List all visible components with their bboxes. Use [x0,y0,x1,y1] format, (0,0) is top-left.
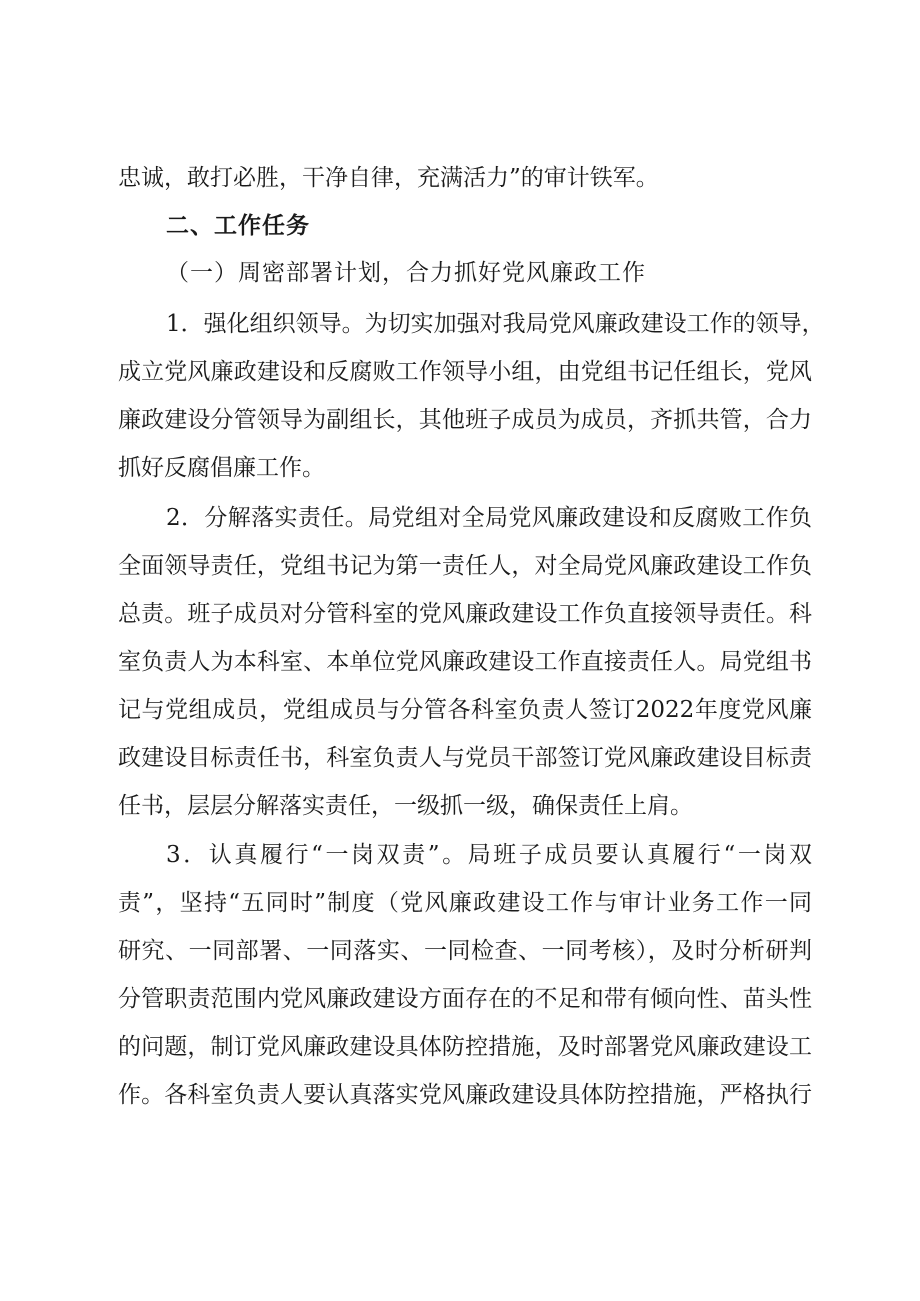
item2-line: 政建设目标责任书，科室负责人与党员干部签订党风廉政建设目标责 [118,745,812,771]
item3-line: 的问题，制订党风廉政建设具体防控措施，及时部署党风廉政建设工 [118,1034,812,1060]
item2-line: 2．分解落实责任。局党组对全局党风廉政建设和反腐败工作负 [166,505,812,531]
item1-line: 廉政建设分管领导为副组长，其他班子成员为成员，齐抓共管，合力 [118,407,812,433]
item1-line: 抓好反腐倡廉工作。 [118,455,325,481]
item3-line: 作。各科室负责人要认真落实党风廉政建设具体防控措施，严格执行 [118,1082,812,1108]
opening-line: 忠诚，敢打必胜，干净自律，充满活力”的审计铁军。 [118,165,659,191]
item3-line: 分管职责范围内党风廉政建设方面存在的不足和带有倾向性、苗头性 [118,986,812,1012]
subsection-heading: （一）周密部署计划，合力抓好党风廉政工作 [166,260,646,286]
item3-line: 3．认真履行“一岗双责”。局班子成员要认真履行“一岗双 [166,842,812,868]
item2-line: 记与党组成员，党组成员与分管各科室负责人签订2022年度党风廉 [118,697,812,723]
item3-line: 责”，坚持“五同时”制度（党风廉政建设工作与审计业务工作一同 [118,890,812,916]
item1-line: 1．强化组织领导。为切实加强对我局党风廉政建设工作的领导， [166,311,825,337]
item2-line: 室负责人为本科室、本单位党风廉政建设工作直接责任人。局党组书 [118,649,812,675]
item2-line: 任书，层层分解落实责任，一级抓一级，确保责任上肩。 [118,793,693,819]
item2-line: 总责。班子成员对分管科室的党风廉政建设工作负直接领导责任。科 [118,601,812,627]
section-heading: 二、工作任务 [166,213,310,239]
item1-line: 成立党风廉政建设和反腐败工作领导小组，由党组书记任组长，党风 [118,359,812,385]
item3-line: 研究、一同部署、一同落实、一同检查、一同考核），及时分析研判 [118,938,812,964]
item2-line: 全面领导责任，党组书记为第一责任人，对全局党风廉政建设工作负 [118,553,812,579]
